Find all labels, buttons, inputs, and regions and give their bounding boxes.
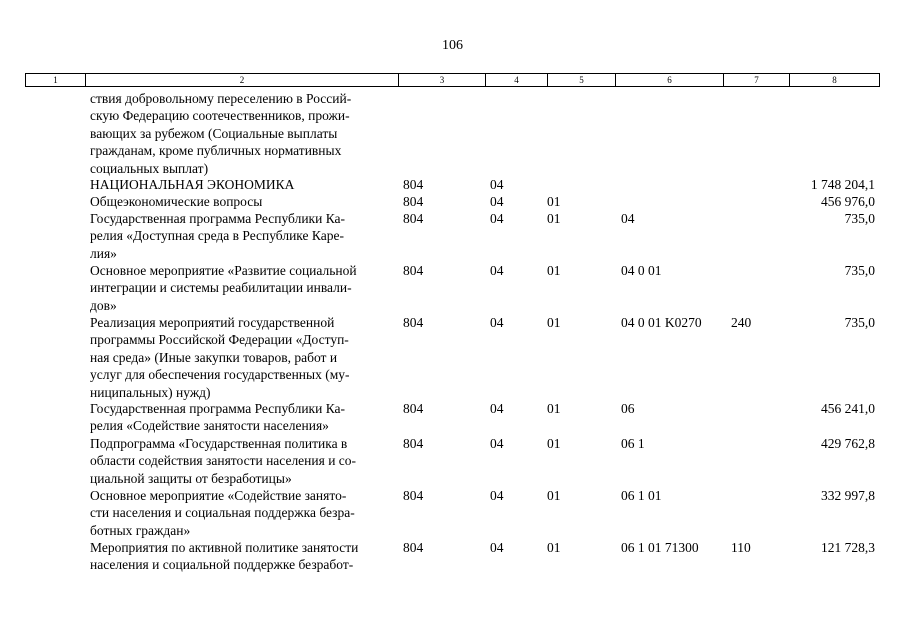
cell-section: 04 <box>490 488 504 503</box>
description-line: лия» <box>90 245 117 261</box>
description-line: НАЦИОНАЛЬНАЯ ЭКОНОМИКА <box>90 177 295 192</box>
cell-section: 04 <box>490 315 504 330</box>
cell-subsection: 01 <box>547 211 561 226</box>
description-line: релия «Содействие занятости населения» <box>90 418 329 434</box>
header-cell: 7 <box>723 74 789 86</box>
cell-section: 04 <box>490 401 504 416</box>
header-cell: 8 <box>789 74 880 86</box>
cell-ministry-code: 804 <box>403 488 424 503</box>
cell-ministry-code: 804 <box>403 401 424 416</box>
cell-subsection: 01 <box>547 315 561 330</box>
description-line: ствия добровольному переселению в Россий- <box>90 91 352 106</box>
cell-target-item: 06 1 01 <box>621 488 662 503</box>
description-line: Реализация мероприятий государственной <box>90 315 335 330</box>
description-line: дов» <box>90 297 117 313</box>
header-cell: 1 <box>25 74 85 86</box>
description-line: Основное мероприятие «Содействие занято- <box>90 488 347 503</box>
cell-ministry-code: 804 <box>403 177 424 192</box>
description-line: социальных выплат) <box>90 160 209 176</box>
cell-ministry-code: 804 <box>403 436 424 451</box>
description-line: программы Российской Федерации «Доступ- <box>90 332 349 348</box>
cell-target-item: 06 <box>621 401 635 416</box>
cell-ministry-code: 804 <box>403 194 424 209</box>
description-line: Основное мероприятие «Развитие социальной <box>90 263 357 278</box>
cell-amount: 429 762,8 <box>821 436 875 451</box>
cell-amount: 1 748 204,1 <box>810 177 875 192</box>
cell-subsection: 01 <box>547 540 561 555</box>
page-number: 106 <box>442 38 463 53</box>
cell-ministry-code: 804 <box>403 211 424 226</box>
description-line: Подпрограмма «Государственная политика в <box>90 436 348 451</box>
description-line: Мероприятия по активной политике занятости <box>90 540 359 555</box>
description-line: ботных граждан» <box>90 522 191 538</box>
cell-section: 04 <box>490 436 504 451</box>
description-line: интеграции и системы реабилитации инвали- <box>90 280 352 296</box>
row-description <box>90 90 390 177</box>
row-description <box>90 435 390 487</box>
cell-ministry-code: 804 <box>403 263 424 278</box>
header-cell: 5 <box>547 74 615 86</box>
header-cell: 4 <box>485 74 547 86</box>
cell-expense-type: 240 <box>731 315 752 330</box>
cell-expense-type: 110 <box>731 540 751 555</box>
cell-target-item: 04 0 01 <box>621 263 662 278</box>
row-description <box>90 314 390 401</box>
cell-ministry-code: 804 <box>403 540 424 555</box>
row-description <box>90 487 390 539</box>
cell-section: 04 <box>490 263 504 278</box>
description-line: гражданам, кроме публичных нормативных <box>90 143 342 159</box>
row-description <box>90 400 390 435</box>
description-line: Государственная программа Республики Ка- <box>90 211 346 226</box>
description-line: циальной защиты от безработицы» <box>90 470 292 486</box>
description-line: населения и социальной поддержке безработ- <box>90 557 354 573</box>
table-header <box>25 73 880 87</box>
cell-section: 04 <box>490 211 504 226</box>
row-description <box>90 176 390 193</box>
cell-target-item: 06 1 01 71300 <box>621 540 699 555</box>
cell-section: 04 <box>490 177 504 192</box>
cell-ministry-code: 804 <box>403 315 424 330</box>
description-line: услуг для обеспечения государственных (му- <box>90 367 350 383</box>
header-cell: 6 <box>615 74 723 86</box>
row-description <box>90 539 390 574</box>
row-description <box>90 193 390 210</box>
cell-section: 04 <box>490 540 504 555</box>
cell-amount: 735,0 <box>844 315 875 330</box>
description-line: области содействия занятости населения и со- <box>90 453 357 469</box>
cell-amount: 121 728,3 <box>821 540 875 555</box>
header-cell: 3 <box>398 74 485 86</box>
cell-section: 04 <box>490 194 504 209</box>
cell-amount: 456 241,0 <box>821 401 875 416</box>
description-line: ниципальных) нужд) <box>90 384 211 400</box>
description-line: ная среда» (Иные закупки товаров, работ и <box>90 349 338 365</box>
cell-amount: 456 976,0 <box>821 194 875 209</box>
row-description <box>90 262 390 314</box>
cell-subsection: 01 <box>547 488 561 503</box>
cell-target-item: 04 <box>621 211 635 226</box>
cell-subsection: 01 <box>547 436 561 451</box>
cell-subsection: 01 <box>547 194 561 209</box>
description-line: вающих за рубежом (Социальные выплаты <box>90 125 338 141</box>
description-line: релия «Доступная среда в Республике Каре- <box>90 228 344 244</box>
description-line: Государственная программа Республики Ка- <box>90 401 346 416</box>
row-description <box>90 210 390 262</box>
cell-amount: 735,0 <box>844 263 875 278</box>
cell-target-item: 06 1 <box>621 436 645 451</box>
description-line: Общеэкономические вопросы <box>90 194 263 209</box>
cell-subsection: 01 <box>547 401 561 416</box>
cell-amount: 332 997,8 <box>821 488 875 503</box>
cell-subsection: 01 <box>547 263 561 278</box>
description-line: сти населения и социальная поддержка безра- <box>90 505 355 521</box>
header-cell: 2 <box>85 74 398 86</box>
cell-target-item: 04 0 01 K0270 <box>621 315 702 330</box>
cell-amount: 735,0 <box>844 211 875 226</box>
description-line: скую Федерацию соотечественников, прожи- <box>90 108 350 124</box>
